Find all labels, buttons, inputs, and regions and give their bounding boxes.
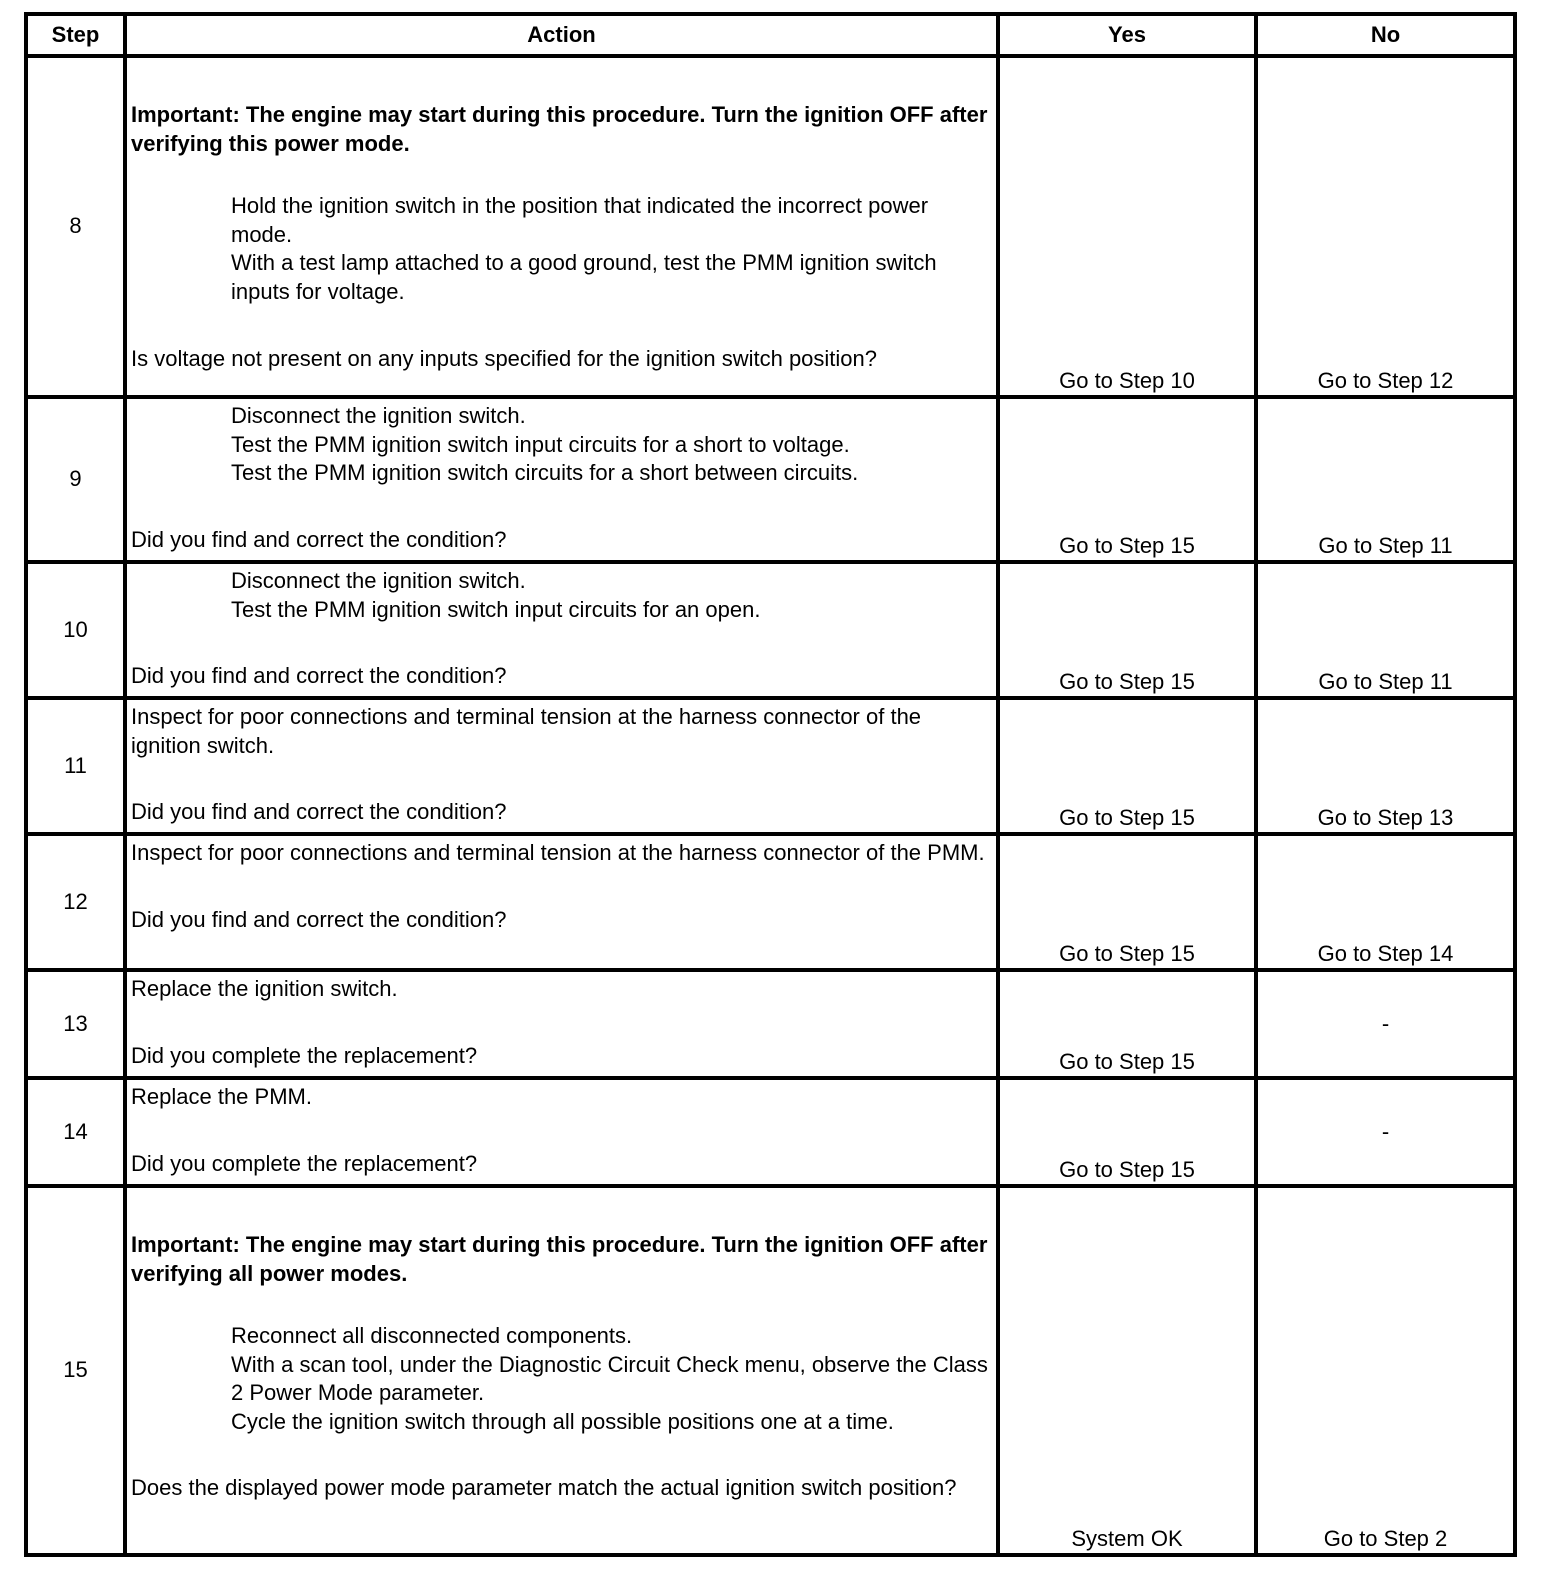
yes-answer: System OK xyxy=(998,1186,1256,1555)
yes-answer: Go to Step 15 xyxy=(998,1078,1256,1186)
yes-answer: Go to Step 15 xyxy=(998,562,1256,698)
table-row-step-11 xyxy=(26,698,1515,834)
step-number: 13 xyxy=(26,970,125,1078)
question-text: Did you find and correct the condition? xyxy=(131,799,507,824)
instruction-text: Replace the PMM. xyxy=(131,1084,312,1109)
instruction-item: Disconnect the ignition switch. xyxy=(231,403,526,428)
table-row-step-14 xyxy=(26,1078,1515,1186)
instruction-text: Inspect for poor connections and terminal tension at the harness connector of the PMM. xyxy=(131,840,985,865)
step-number: 15 xyxy=(26,1186,125,1555)
yes-answer: Go to Step 10 xyxy=(998,56,1256,397)
step-number: 8 xyxy=(26,56,125,397)
no-answer: - xyxy=(1256,1078,1515,1186)
question-text: Did you find and correct the condition? xyxy=(131,906,507,932)
header-step: Step xyxy=(26,14,125,56)
diagnostic-table xyxy=(24,12,1517,1557)
no-answer: - xyxy=(1256,970,1515,1078)
instruction-list xyxy=(131,1322,992,1436)
instruction-item: With a scan tool, under the Diagnostic Circuit Check menu, observe the Class 2 Power Mode parameter. xyxy=(231,1351,988,1405)
table-row-step-8 xyxy=(26,56,1515,397)
instruction-item: Test the PMM ignition switch input circuits for a short to voltage. xyxy=(231,431,850,457)
instruction-list xyxy=(131,192,992,306)
action-cell xyxy=(125,562,998,698)
step-number: 11 xyxy=(26,698,125,834)
no-answer: Go to Step 13 xyxy=(1256,698,1515,834)
yes-answer: Go to Step 15 xyxy=(998,397,1256,562)
header-no: No xyxy=(1256,14,1515,56)
table-header-row xyxy=(26,14,1515,56)
instruction-item: Reconnect all disconnected components. xyxy=(231,1323,633,1348)
header-yes: Yes xyxy=(998,14,1256,56)
question-text: Did you complete the replacement? xyxy=(131,1042,478,1068)
no-answer: Go to Step 11 xyxy=(1256,562,1515,698)
action-cell xyxy=(125,970,998,1078)
no-answer: Go to Step 12 xyxy=(1256,56,1515,397)
yes-answer: Go to Step 15 xyxy=(998,970,1256,1078)
instruction-item: Cycle the ignition switch through all possible positions one at a time. xyxy=(231,1408,894,1434)
instruction-list xyxy=(131,567,992,624)
step-number: 9 xyxy=(26,397,125,562)
table-row-step-10 xyxy=(26,562,1515,698)
table-row-step-15 xyxy=(26,1186,1515,1555)
step-number: 14 xyxy=(26,1078,125,1186)
instruction-item: Disconnect the ignition switch. xyxy=(231,568,526,593)
step-number: 12 xyxy=(26,834,125,970)
step-number: 10 xyxy=(26,562,125,698)
important-note: Important: The engine may start during this procedure. Turn the ignition OFF after verifying all power modes. xyxy=(131,1232,988,1286)
table-row-step-12 xyxy=(26,834,1515,970)
instruction-text: Inspect for poor connections and terminal tension at the harness connector of the ignition switch. xyxy=(131,704,922,758)
no-answer: Go to Step 2 xyxy=(1256,1186,1515,1555)
instruction-item: Test the PMM ignition switch input circuits for an open. xyxy=(231,596,761,622)
action-cell xyxy=(125,1078,998,1186)
important-note: Important: The engine may start during this procedure. Turn the ignition OFF after verifying this power mode. xyxy=(131,102,988,156)
instruction-text: Replace the ignition switch. xyxy=(131,976,398,1001)
no-answer: Go to Step 11 xyxy=(1256,397,1515,562)
instruction-list xyxy=(131,402,992,488)
instruction-item: Hold the ignition switch in the position that indicated the incorrect power mode. xyxy=(231,193,929,247)
question-text: Is voltage not present on any inputs specified for the ignition switch position? xyxy=(131,346,878,371)
instruction-item: Test the PMM ignition switch circuits for a short between circuits. xyxy=(231,460,859,485)
yes-answer: Go to Step 15 xyxy=(998,698,1256,834)
no-answer: Go to Step 14 xyxy=(1256,834,1515,970)
action-cell xyxy=(125,56,998,397)
question-text: Did you complete the replacement? xyxy=(131,1150,478,1176)
instruction-item: With a test lamp attached to a good ground, test the PMM ignition switch inputs for voltage. xyxy=(231,250,937,304)
yes-answer: Go to Step 15 xyxy=(998,834,1256,970)
table-row-step-9 xyxy=(26,397,1515,562)
question-text: Did you find and correct the condition? xyxy=(131,526,507,552)
question-text: Did you find and correct the condition? xyxy=(131,663,507,688)
action-cell xyxy=(125,397,998,562)
question-text: Does the displayed power mode parameter match the actual ignition switch position? xyxy=(131,1475,957,1500)
header-action: Action xyxy=(125,14,998,56)
action-cell xyxy=(125,834,998,970)
action-cell xyxy=(125,698,998,834)
action-cell xyxy=(125,1186,998,1555)
table-row-step-13 xyxy=(26,970,1515,1078)
